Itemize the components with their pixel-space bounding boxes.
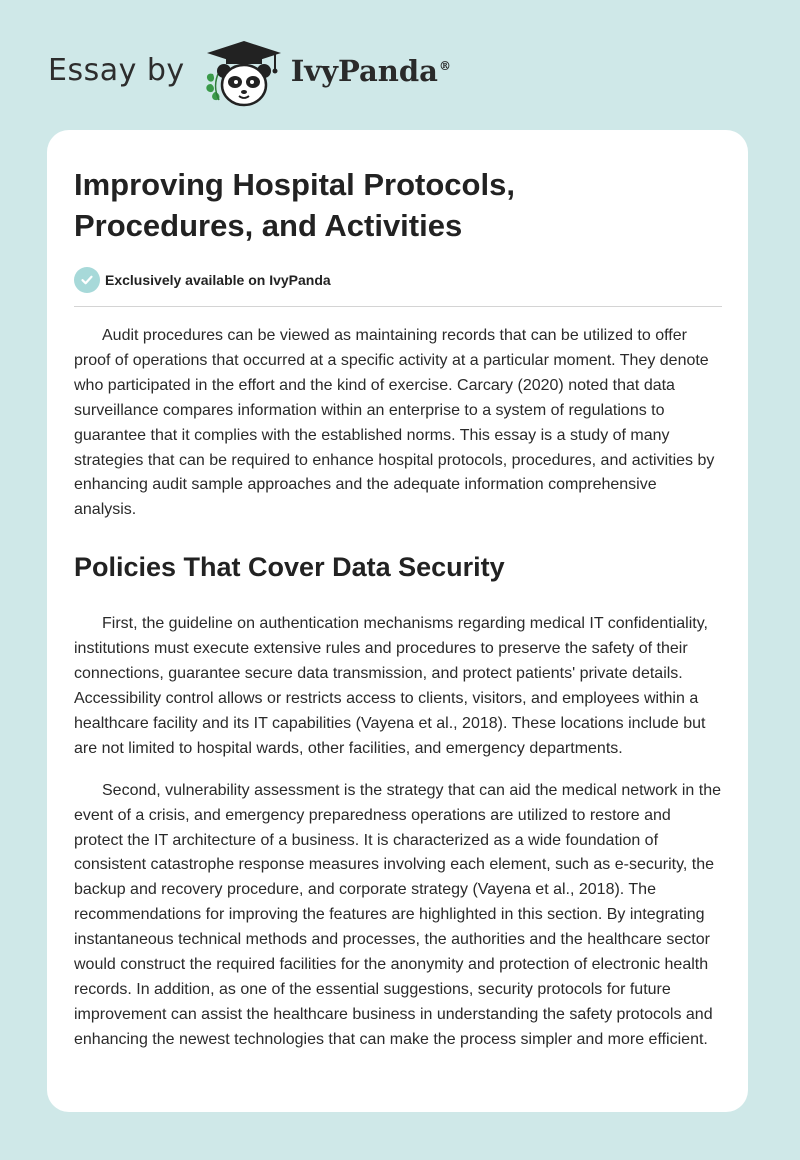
- panda-graduate-logo-icon[interactable]: [199, 38, 289, 110]
- registered-mark: ®: [438, 59, 451, 74]
- divider: [74, 306, 722, 307]
- essay-card: [47, 130, 748, 1112]
- exclusive-badge: [74, 266, 722, 294]
- essay-by-label: Essay by: [48, 52, 185, 88]
- title-line-1: Improving Hospital Protocols,: [74, 167, 515, 202]
- body-paragraph-2: Second, vulnerability assessment is the strategy that can aid the medical network in the event of a crisis, and emergency preparedness operations are utilized to restore and protect the IT architecture of a business. It is characterized as a wide foundation of consistent catastrophe response measures involving each element, such as e-security, the backup and recovery procedure, and corporate strategy (Vayena et al., 2018). The recommendations for improving the features are highlighted in this section. By integrating instantaneous technical methods and processes, the authorities and the healthcare sector would construct the required facilities for the anonymity and protection of electronic health records. In addition, as one of the essential suggestions, security protocols for future improvement can assist the healthcare business in understanding the safety protocols and enhancing the newest technologies that can make the process simpler and more efficient.: [74, 781, 721, 1048]
- check-circle-icon: [74, 267, 100, 293]
- body-paragraph-1: First, the guideline on authentication mechanisms regarding medical IT confidentiality, institutions must execute extensive rules and procedures to preserve the safety of their connections, guarantee secure data transmission, and protect patients' private details. Accessibility control allows or restricts access to clients, visitors, and employees within a healthcare facility and its IT capabilities (Vayena et al., 2018). These locations include but are not limited to hospital wards, other facilities, and emergency departments.: [74, 615, 708, 757]
- section-heading: Policies That Cover Data Security: [74, 552, 505, 583]
- exclusive-badge-label: Exclusively available on IvyPanda: [105, 272, 331, 288]
- intro-paragraph: Audit procedures can be viewed as maintaining records that can be utilized to offer proof of operations that occurred at a specific activity at a particular moment. They denote who participated in the effort and the kind of exercise. Carcary (2020) noted that data surveillance compares information within an enterprise to a system of regulations to guarantee that it complies with the established norms. This essay is a study of many strategies that can be required to enhance hospital protocols, procedures, and activities by enhancing audit sample approaches and the adequate information comprehensive analysis.: [74, 327, 715, 519]
- page-title: [74, 164, 722, 246]
- site-header: [48, 34, 451, 114]
- brand-name[interactable]: IvyPanda®: [290, 54, 451, 88]
- title-line-2: Procedures, and Activities: [74, 208, 463, 243]
